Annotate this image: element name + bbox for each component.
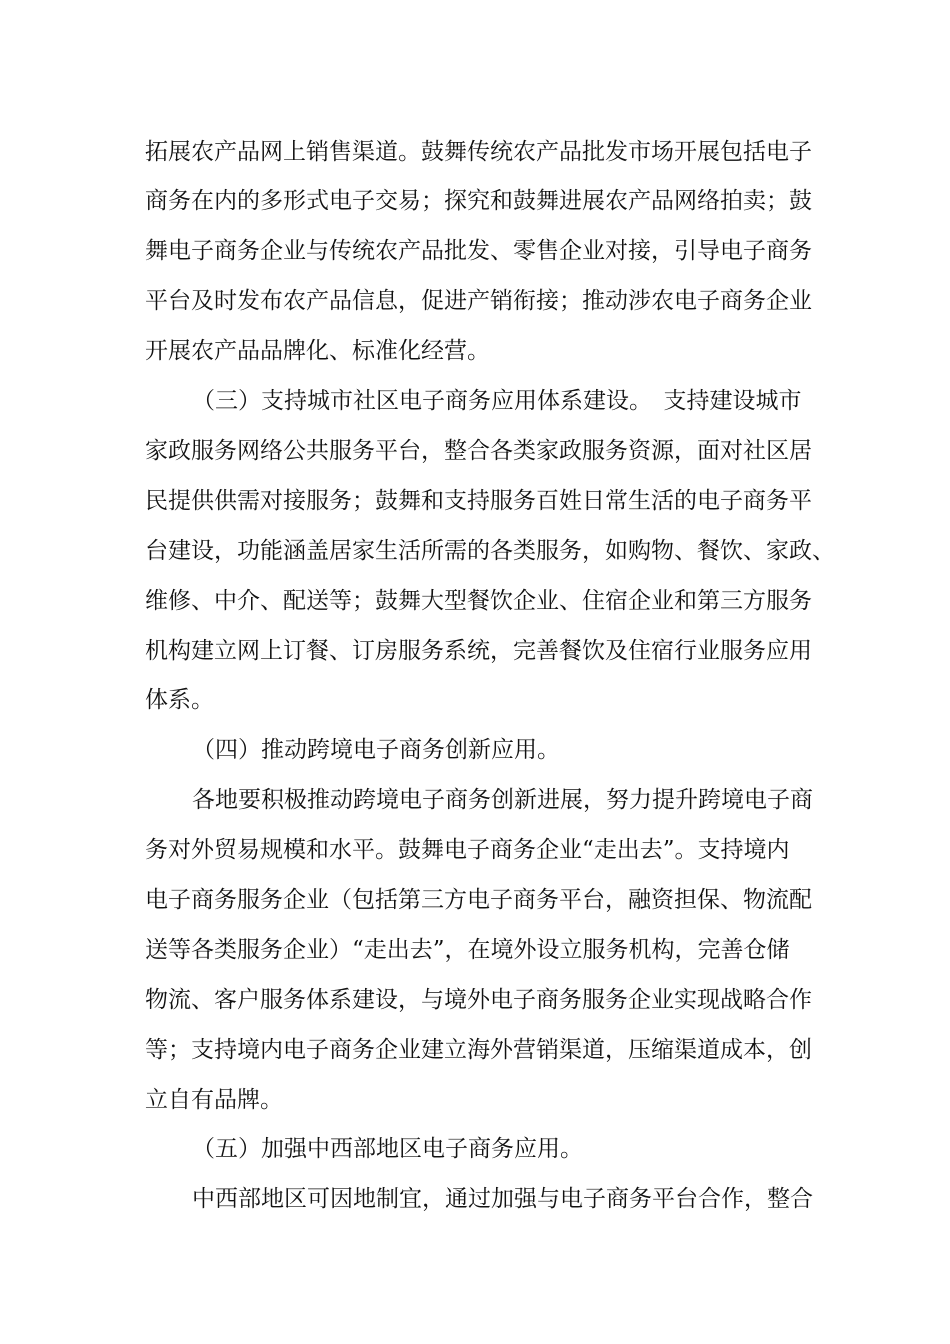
text-line: 维修、中介、配送等；鼓舞大型餐饮企业、住宿企业和第三方服务: [145, 588, 812, 614]
text-line: 送等各类服务企业）“走出去”，在境外设立服务机构，完善仓储: [145, 937, 790, 963]
section-heading: （五）加强中西部地区电子商务应用。: [192, 1136, 583, 1162]
text-line: 机构建立网上订餐、订房服务系统，完善餐饮及住宿行业服务应用: [145, 638, 812, 664]
text-line: 务对外贸易规模和水平。鼓舞电子商务企业“走出去”。支持境内: [145, 837, 790, 863]
text-line: 等；支持境内电子商务企业建立海外营销渠道，压缩渠道成本，创: [145, 1037, 812, 1063]
text-line: 物流、客户服务体系建设，与境外电子商务服务企业实现战略合作: [145, 987, 812, 1013]
text-line: 台建设，功能涵盖居家生活所需的各类服务，如购物、餐饮、家政、: [145, 538, 835, 564]
text-line: 中西部地区可因地制宜，通过加强与电子商务平台合作，整合: [192, 1186, 813, 1212]
text-line: 平台及时发布农产品信息，促进产销衔接；推动涉农电子商务企业: [145, 288, 812, 314]
section-heading: （四）推动跨境电子商务创新应用。: [192, 737, 560, 763]
text-line: 各地要积极推动跨境电子商务创新进展，努力提升跨境电子商: [192, 787, 813, 813]
text-line: 体系。: [145, 687, 214, 713]
text-line: 立自有品牌。: [145, 1087, 283, 1113]
text-line: 民提供供需对接服务；鼓舞和支持服务百姓日常生活的电子商务平: [145, 488, 812, 514]
text-line: 电子商务服务企业（包括第三方电子商务平台，融资担保、物流配: [145, 887, 812, 913]
text-line: 舞电子商务企业与传统农产品批发、零售企业对接，引导电子商务: [145, 238, 812, 264]
text-line: 拓展农产品网上销售渠道。鼓舞传统农产品批发市场开展包括电子: [145, 139, 812, 165]
text-line: 商务在内的多形式电子交易；探究和鼓舞进展农产品网络拍卖；鼓: [145, 188, 812, 214]
text-line: 家政服务网络公共服务平台，整合各类家政服务资源，面对社区居: [145, 438, 812, 464]
text-line: 开展农产品品牌化、标准化经营。: [145, 338, 490, 364]
section-heading: （三）支持城市社区电子商务应用体系建设。 支持建设城市: [192, 388, 802, 414]
